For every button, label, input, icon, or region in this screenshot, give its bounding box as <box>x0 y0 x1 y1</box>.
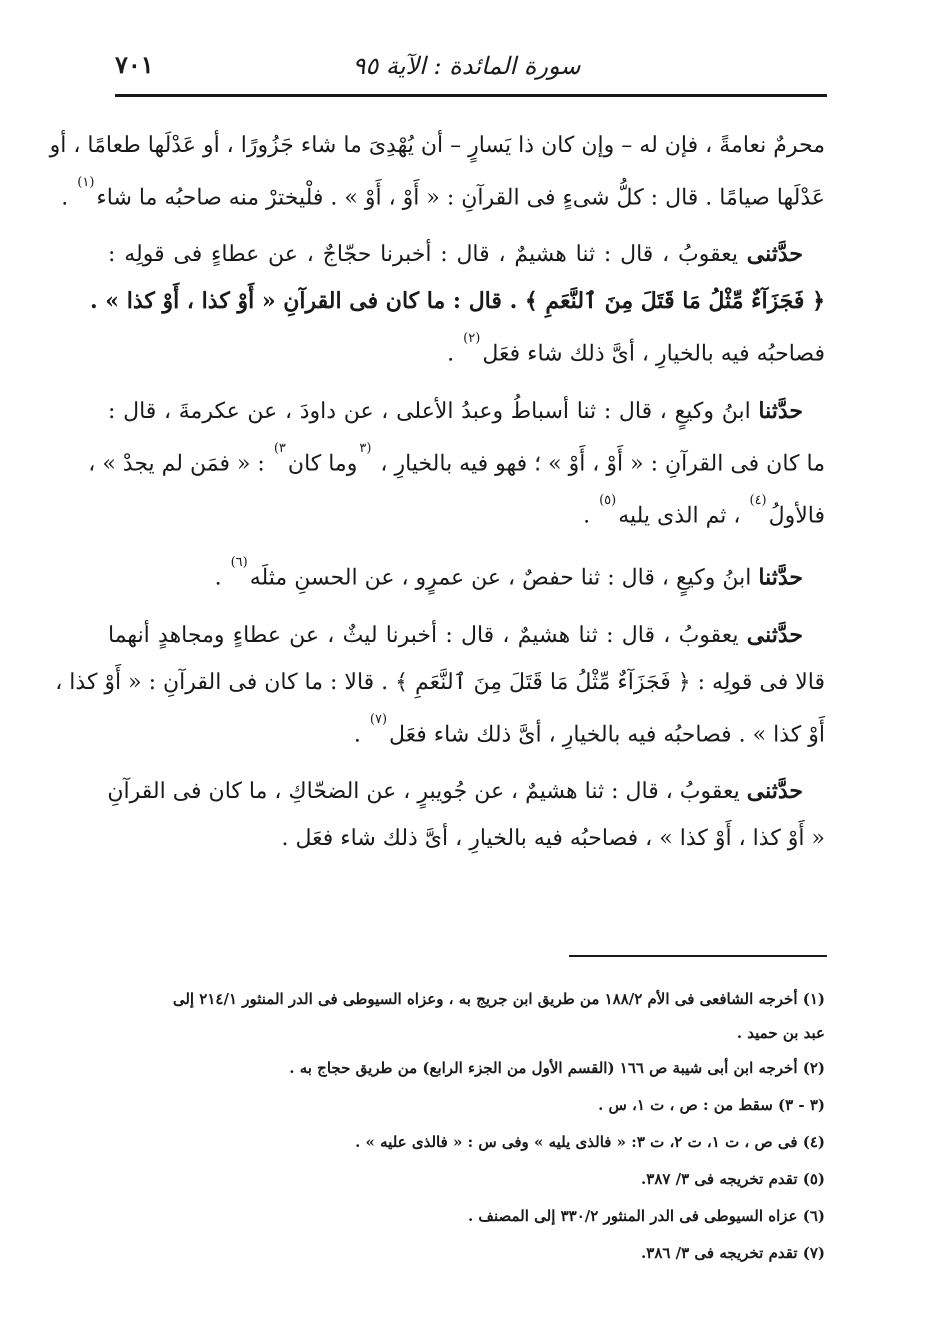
line-text: ابنُ وكيعٍ ، قال : ثنا حفصٌ ، عن عمرٍو ، عن الحسنِ مثلَه <box>249 565 759 591</box>
text-line <box>108 487 825 539</box>
paragraph-2 <box>89 231 825 377</box>
header-rule <box>115 94 827 97</box>
text-line <box>108 706 825 758</box>
footnote-5: (٥) تقدم تخريجه فى ٣/ ٣٨٧. <box>641 1170 825 1188</box>
footnote-ref[interactable]: (٦) <box>230 555 248 571</box>
line-text: : « فمَن لم يجدْ » ، <box>88 450 272 476</box>
chain-lead: حدَّثنى <box>746 777 803 804</box>
text-line <box>108 815 825 862</box>
text-line <box>88 435 825 487</box>
line-text: ، ثم الذى يليه <box>618 503 748 529</box>
footnote-ref[interactable]: (١) <box>77 175 95 190</box>
line-text: فصاحبُه فيه بالخيارِ ، أىَّ ذلك شاء فعَل <box>482 341 825 367</box>
line-text: . <box>583 503 598 529</box>
chain-lead: حدَّثنى <box>746 621 803 648</box>
footnotes <box>108 982 825 1272</box>
paragraph-5 <box>55 612 825 758</box>
main-text <box>49 122 825 872</box>
text-line <box>108 768 825 815</box>
line-text: يعقوبُ ، قال : ثنا هشيمٌ ، قال : أخبرنا حجّاجٌ ، عن عطاءٍ فى قولِه : <box>108 242 747 268</box>
footnote-rule <box>569 955 827 957</box>
line-text: . <box>447 341 462 367</box>
footnote-ref[interactable]: (٢) <box>463 331 481 347</box>
text-line <box>49 122 825 169</box>
paragraph-6 <box>108 768 825 862</box>
footnote-ref[interactable]: (٥) <box>599 492 617 508</box>
text-line <box>108 612 825 659</box>
line-text: . <box>61 185 76 211</box>
text-line <box>108 388 825 435</box>
footnote-ref[interactable]: (٣ <box>359 440 372 456</box>
footnote-1: (١) أخرجه الشافعى فى الأم ١٨٨/٢ من طريق ابن جريج به ، وعزاه السيوطى فى الدر المنثور ٢١٤/١ إلى <box>172 990 825 1008</box>
line-text: أَوْ كذا » . فصاحبُه فيه بالخيارِ ، أىَّ ذلك شاء فعَل <box>389 721 825 747</box>
footnote-1-cont: عبد بن حميد . <box>736 1024 825 1042</box>
line-text: عَدْلَها صيامًا . قال : كلُّ شىءٍ فى القرآنِ : « أَوْ ، أَوْ » . فلْيخترْ منه صاحبُه ما شاء <box>96 185 825 211</box>
running-title: سورة المائدة : الآية ٩٥ <box>352 52 581 80</box>
line-text: . <box>214 565 229 591</box>
paragraph-4 <box>108 549 825 601</box>
line-text: قالا فى قولِه : ﴿ فَجَزَآءٌ مِّثْلُ مَا قَتَلَ مِنَ ٱلنَّعَمِ ﴾ . قالا : ما كان فى القرآنِ : « أَوْ كذا ، <box>55 669 825 695</box>
page-number: ٧٠١ <box>115 50 154 79</box>
footnote-3: (٣ - ٣) سقط من : ص ، ت ١، س . <box>598 1096 825 1114</box>
text-line <box>89 278 825 325</box>
line-text: يعقوبُ ، قال : ثنا هشيمٌ ، عن جُويبرٍ ، عن الضحّاكِ ، ما كان فى القرآنِ <box>107 778 747 804</box>
footnote-7: (٧) تقدم تخريجه فى ٣/ ٣٨٦. <box>641 1244 825 1262</box>
line-text: محرمٌ نعامةً ، فإن له – وإن كان ذا يَسارٍ – أن يُهْدِىَ ما شاء جَزُورًا ، أو عَدْلَها طعامًا ، أو <box>49 133 825 158</box>
text-line <box>108 549 825 601</box>
text-line <box>108 325 825 377</box>
footnote-ref[interactable]: (٤) <box>749 492 767 508</box>
line-text: . <box>353 721 368 747</box>
line-text: وما كان <box>287 450 358 476</box>
chain-lead: حدَّثنا <box>758 397 803 424</box>
page-header <box>115 44 818 88</box>
footnote-2: (٢) أخرجه ابن أبى شيبة ص ١٦٦ (القسم الأول من الجزء الرابع) من طريق حجاج به . <box>289 1059 825 1077</box>
line-text: ما كان فى القرآنِ : « أَوْ ، أَوْ » ؛ فهو فيه بالخيارِ ، <box>373 450 825 476</box>
text-line <box>108 231 825 278</box>
chain-lead: حدَّثنا <box>758 564 803 591</box>
chain-lead: حدَّثنى <box>746 241 803 268</box>
line-text: ﴿ فَجَزَآءٌ مِّثْلُ مَا قَتَلَ مِنَ ٱلنَّعَمِ ﴾ . قال : ما كان فى القرآنِ « أَوْ كذا ، أَوْ كذا » . <box>89 288 825 315</box>
footnote-4: (٤) فى ص ، ت ١، ت ٢، ت ٣: « فالذى يليه » وفى س : « فالذى عليه » . <box>355 1133 825 1151</box>
text-line <box>61 169 825 221</box>
paragraph-1 <box>49 122 825 221</box>
paragraph-3 <box>88 388 825 540</box>
footnote-ref[interactable]: ٣) <box>273 440 286 456</box>
footnote-ref[interactable]: (٧) <box>369 711 388 727</box>
line-text: يعقوبُ ، قال : ثنا هشيمٌ ، قال : أخبرنا ليثٌ ، عن عطاءٍ ومجاهدٍ أنهما <box>108 622 747 648</box>
line-text: فالأولُ <box>768 503 825 529</box>
line-text: ابنُ وكيعٍ ، قال : ثنا أسباطُ وعبدُ الأعلى ، عن داودَ ، عن عكرمةَ ، قال : <box>108 398 759 424</box>
footnote-6: (٦) عزاه السيوطى فى الدر المنثور ٣٣٠/٢ إلى المصنف . <box>467 1207 825 1225</box>
text-line <box>55 659 825 706</box>
line-text: « أَوْ كذا ، أَوْ كذا » ، فصاحبُه فيه بالخيارِ ، أىَّ ذلك شاء فعَل . <box>281 825 825 851</box>
